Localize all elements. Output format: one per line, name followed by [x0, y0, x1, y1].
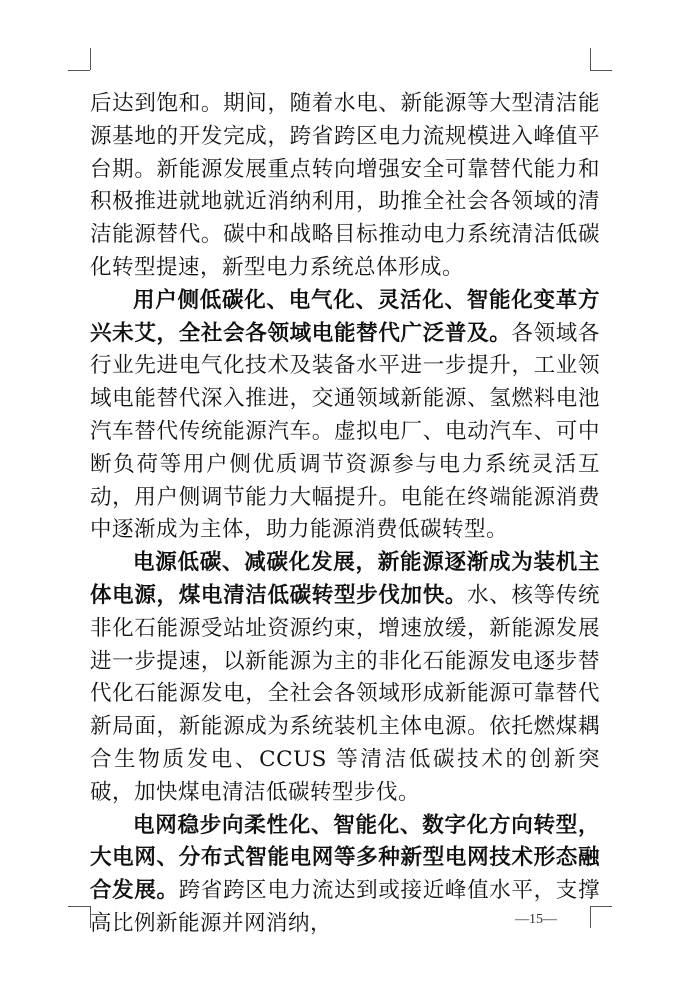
crop-mark-top-right-h	[590, 70, 612, 71]
crop-mark-top-left-h	[68, 70, 90, 71]
paragraph-1-text: 后达到饱和。期间，随着水电、新能源等大型清洁能源基地的开发完成，跨省跨区电力流规模进入峰值平台期。新能源发展重点转向增强安全可靠替代能力和积极推进就地就近消纳利用，助推全社会各领域的清洁能源替代。碳中和战略目标推动电力系统清洁低碳化转型提速，新型电力系统总体形成。	[90, 91, 600, 280]
paragraph-3-lead: 电源低碳、减碳化发展，新能源逐渐成为装机主体电源，煤电清洁低碳转型步伐加快。	[90, 550, 600, 608]
crop-mark-top-left-v	[90, 48, 91, 70]
paragraph-4-lead: 电网稳步向柔性化、智能化、数字化方向转型，大电网、分布式智能电网等多种新型电网技术形态融合发展。	[90, 812, 600, 904]
paragraph-1	[90, 88, 600, 285]
paragraph-4-text: 跨省跨区电力流达到或接近峰值水平，支撑高比例新能源并网消纳，	[90, 878, 600, 936]
paragraph-2	[90, 285, 600, 547]
paragraph-3	[90, 547, 600, 809]
crop-mark-bottom-left-h	[68, 906, 90, 907]
body-text	[90, 88, 600, 941]
paragraph-2-text: 各领域各行业先进电气化技术及装备水平进一步提升，工业领域电能替代深入推进，交通领域新能源、氢燃料电池汽车替代传统能源汽车。虚拟电厂、电动汽车、可中断负荷等用户侧优质调节资源参与电力系统灵活互动，用户侧调节能力大幅提升。电能在终端能源消费中逐渐成为主体，助力能源消费低碳转型。	[90, 320, 600, 543]
crop-mark-top-right-v	[590, 48, 591, 70]
paragraph-2-lead: 用户侧低碳化、电气化、灵活化、智能化变革方兴未艾，全社会各领域电能替代广泛普及。	[90, 287, 600, 346]
page-number: —15—	[515, 912, 557, 927]
paragraph-3-text: 水、核等传统非化石能源受站址资源约束，增速放缓，新能源发展进一步提速，以新能源为主的非化石能源发电逐步替代化石能源发电，全社会各领域形成新能源可靠替代新局面，新能源成为系统装机主体电源。依托燃煤耦合生物质发电、CCUS 等清洁低碳技术的创新突破，加快煤电清洁低碳转型步伐。	[90, 582, 600, 805]
